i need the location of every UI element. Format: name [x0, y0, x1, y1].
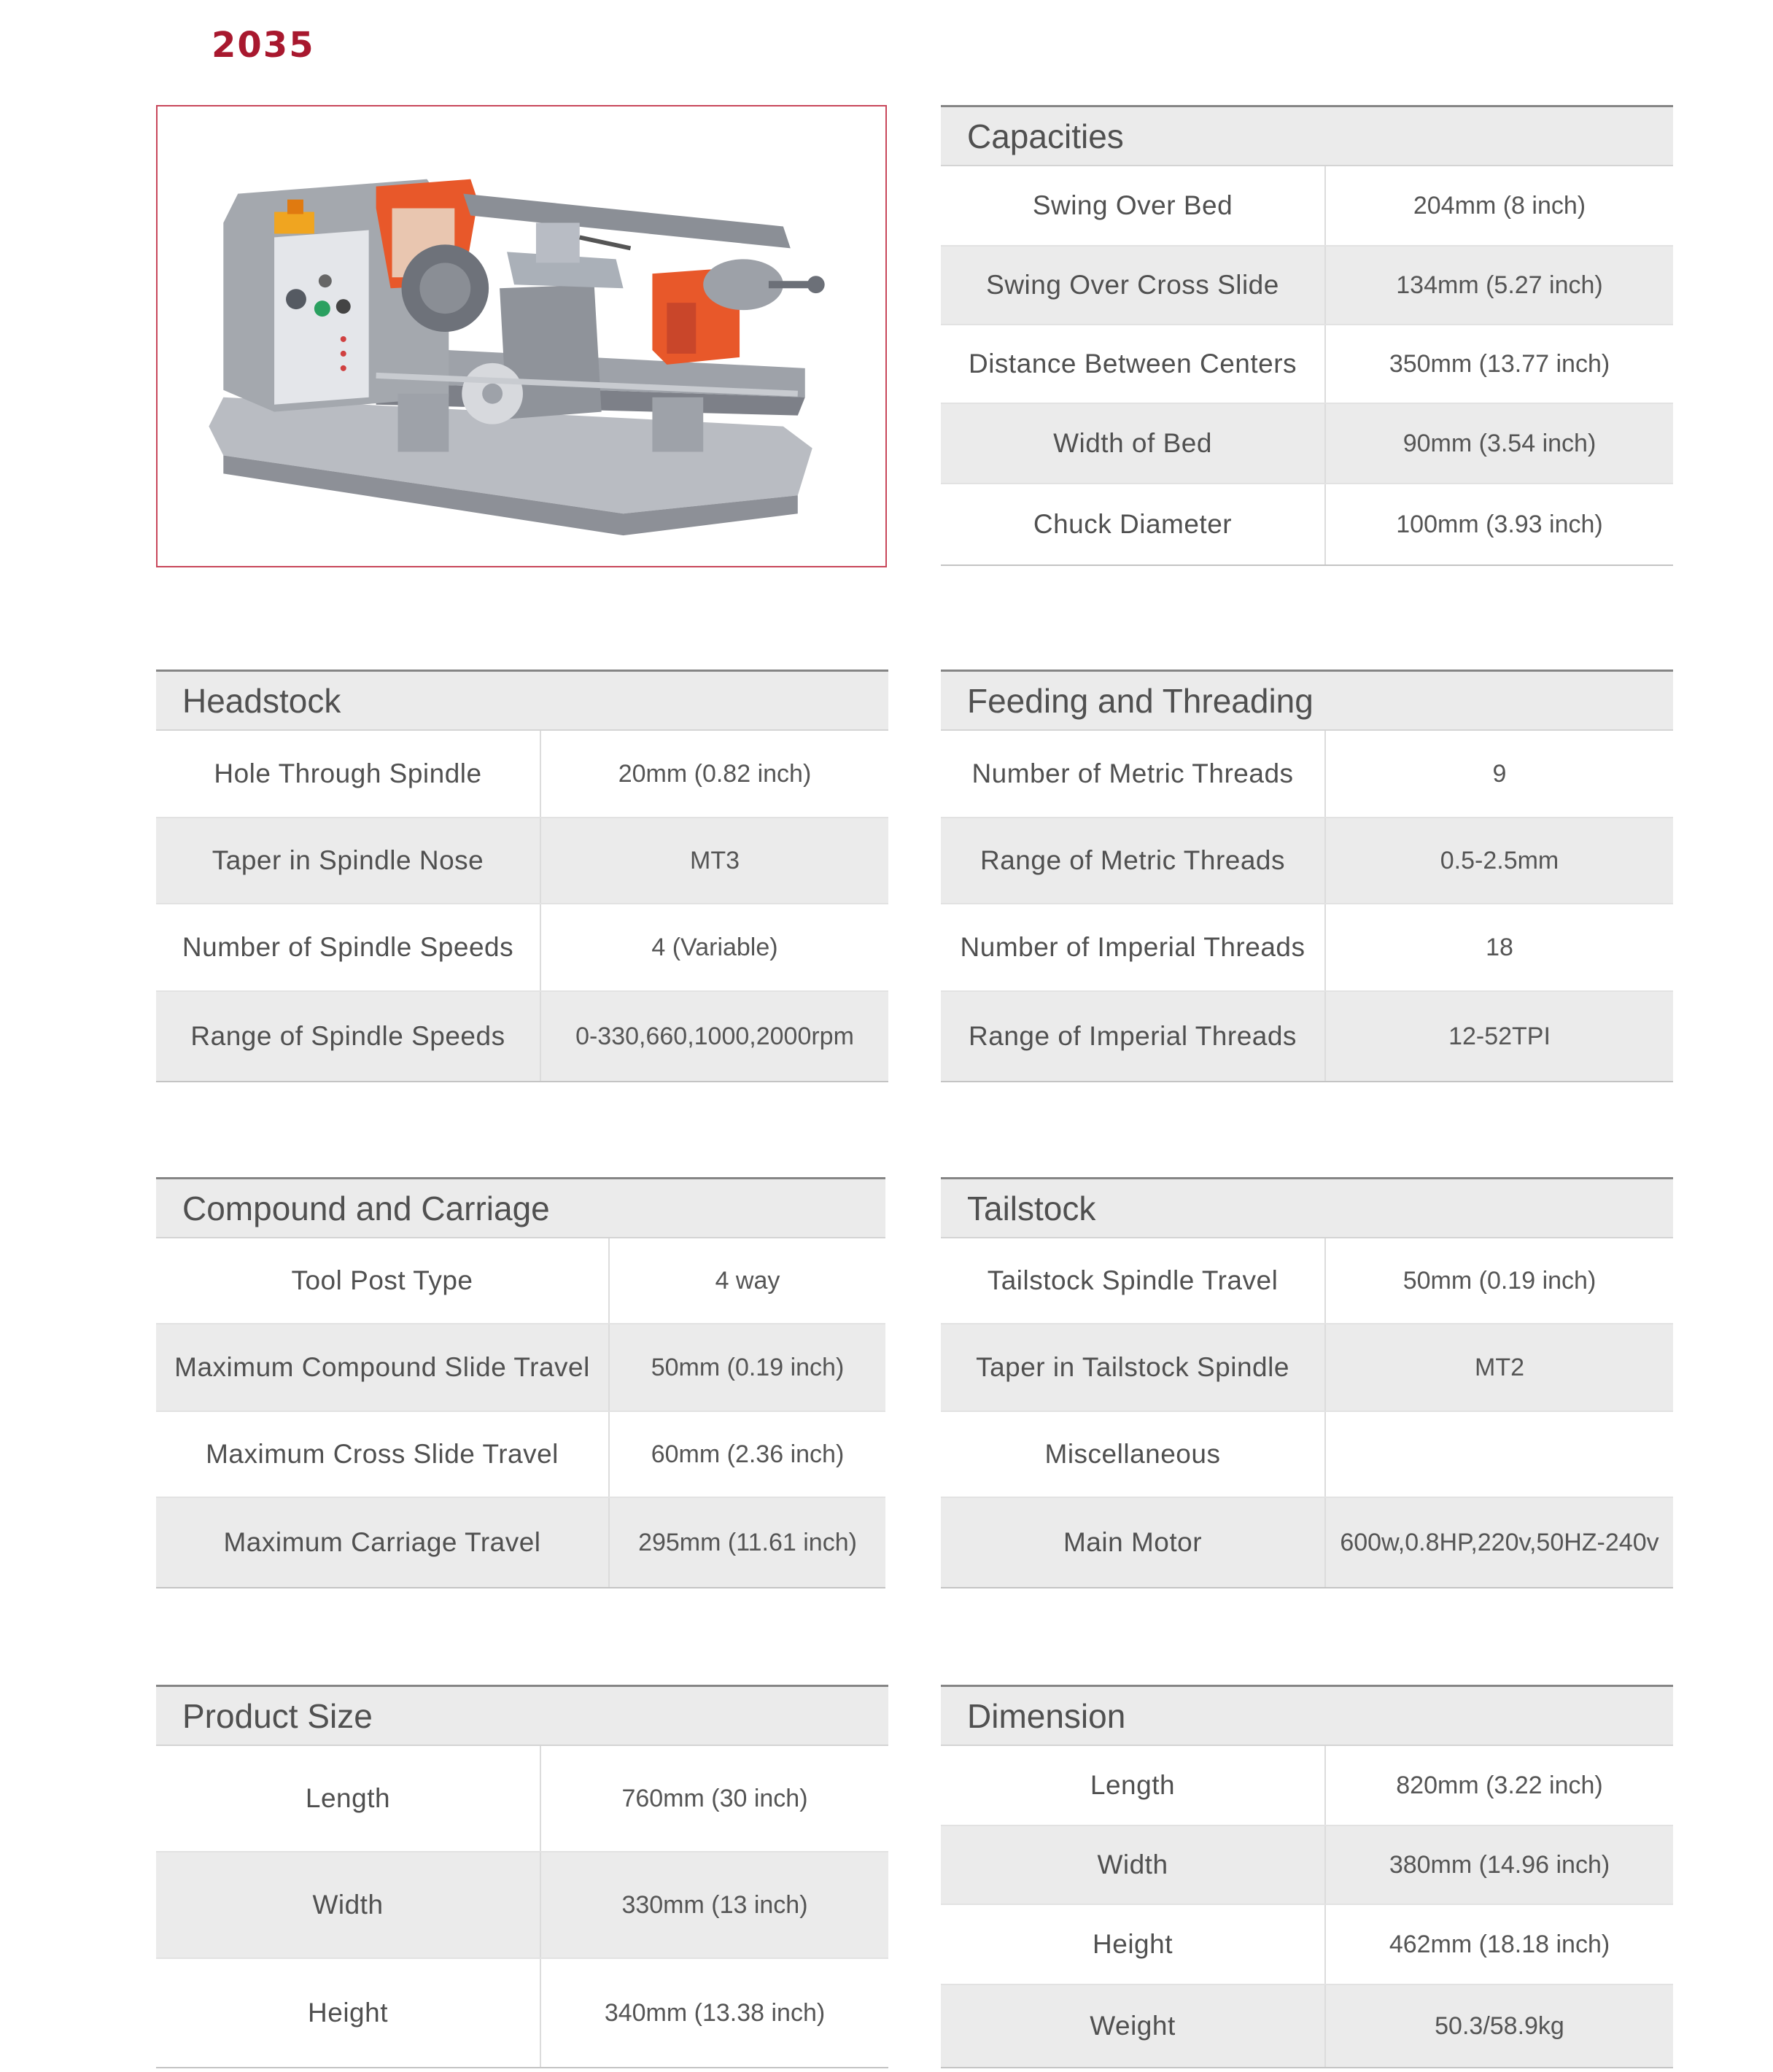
row-label: Number of Imperial Threads	[941, 904, 1326, 990]
row-label: Height	[156, 1959, 541, 2067]
table-row	[156, 992, 888, 1082]
row-label: Chuck Diameter	[941, 484, 1326, 564]
row-value: 600w,0.8HP,220v,50HZ-240v	[1340, 1528, 1659, 1556]
row-label: Range of Metric Threads	[941, 818, 1326, 903]
table-row	[941, 1498, 1673, 1588]
row-label: Tailstock Spindle Travel	[941, 1238, 1326, 1323]
capacities-title: Capacities	[941, 105, 1673, 166]
table-row	[941, 818, 1673, 904]
row-label: Maximum Cross Slide Travel	[156, 1412, 610, 1497]
table-row	[156, 818, 888, 904]
row-label: Length	[156, 1746, 541, 1851]
row-value: 90mm (3.54 inch)	[1403, 429, 1597, 457]
row-value: 462mm (18.18 inch)	[1389, 1930, 1610, 1958]
table-row	[941, 1985, 1673, 2068]
row-label: Swing Over Bed	[941, 166, 1326, 245]
table-row	[941, 992, 1673, 1082]
table-row	[156, 1852, 888, 1959]
row-value: 18	[1486, 933, 1513, 961]
row-value: 0.5-2.5mm	[1440, 846, 1559, 874]
table-row	[156, 1412, 885, 1498]
row-value: 100mm (3.93 inch)	[1396, 510, 1603, 538]
row-label: Range of Imperial Threads	[941, 992, 1326, 1081]
row-value: MT3	[690, 846, 740, 874]
row-value: 4 (Variable)	[651, 933, 778, 961]
row-label: Number of Spindle Speeds	[156, 904, 541, 990]
row-label: Number of Metric Threads	[941, 731, 1326, 817]
table-row	[156, 1959, 888, 2068]
row-label: Tool Post Type	[156, 1238, 610, 1323]
row-value: 330mm (13 inch)	[621, 1890, 808, 1919]
table-row	[941, 904, 1673, 992]
feeding-threading-table	[941, 670, 1673, 1082]
row-value: 0-330,660,1000,2000rpm	[575, 1022, 854, 1050]
row-value: MT2	[1475, 1353, 1524, 1381]
headstock-title: Headstock	[156, 670, 888, 731]
row-value: 12-52TPI	[1448, 1022, 1551, 1050]
product-size-title: Product Size	[156, 1685, 888, 1746]
row-label: Length	[941, 1746, 1326, 1825]
row-label: Width	[941, 1826, 1326, 1904]
row-value: 820mm (3.22 inch)	[1396, 1771, 1603, 1799]
row-label: Maximum Compound Slide Travel	[156, 1324, 610, 1411]
table-row	[941, 166, 1673, 247]
row-label: Miscellaneous	[941, 1412, 1326, 1497]
row-label: Width of Bed	[941, 404, 1326, 483]
table-row	[156, 1238, 885, 1324]
feeding-threading-title: Feeding and Threading	[941, 670, 1673, 731]
table-row	[941, 731, 1673, 818]
table-row	[156, 904, 888, 992]
row-value: 380mm (14.96 inch)	[1389, 1850, 1610, 1879]
table-row	[156, 1324, 885, 1412]
row-label: Range of Spindle Speeds	[156, 992, 541, 1081]
row-label: Distance Between Centers	[941, 325, 1326, 403]
table-row	[941, 325, 1673, 404]
row-value: 204mm (8 inch)	[1413, 191, 1586, 220]
row-label: Taper in Spindle Nose	[156, 818, 541, 903]
row-value: 50mm (0.19 inch)	[651, 1353, 845, 1381]
row-label: Main Motor	[941, 1498, 1326, 1587]
product-size-table	[156, 1685, 888, 2068]
row-value: 295mm (11.61 inch)	[638, 1528, 857, 1556]
table-row	[941, 484, 1673, 566]
row-value: 9	[1492, 759, 1507, 788]
tailstock-table	[941, 1177, 1673, 1588]
compound-carriage-table	[156, 1177, 885, 1588]
row-value: 50mm (0.19 inch)	[1403, 1266, 1597, 1295]
product-image	[156, 105, 887, 567]
model-number: 2035	[212, 25, 315, 66]
table-row	[156, 1746, 888, 1852]
tailstock-title: Tailstock	[941, 1177, 1673, 1238]
table-row	[941, 404, 1673, 484]
table-row	[941, 247, 1673, 325]
row-label: Width	[156, 1852, 541, 1957]
table-row	[941, 1238, 1673, 1324]
row-value: 760mm (30 inch)	[621, 1784, 808, 1812]
table-row	[941, 1826, 1673, 1905]
row-label: Taper in Tailstock Spindle	[941, 1324, 1326, 1411]
row-label: Maximum Carriage Travel	[156, 1498, 610, 1587]
row-value: 20mm (0.82 inch)	[618, 759, 812, 788]
dimension-table	[941, 1685, 1673, 2068]
compound-carriage-title: Compound and Carriage	[156, 1177, 885, 1238]
table-row	[941, 1412, 1673, 1498]
table-row	[941, 1746, 1673, 1826]
row-value: 134mm (5.27 inch)	[1396, 271, 1603, 299]
row-value: 340mm (13.38 inch)	[604, 1998, 826, 2027]
row-value: 60mm (2.36 inch)	[651, 1440, 845, 1468]
table-row	[941, 1324, 1673, 1412]
table-row	[941, 1905, 1673, 1985]
lathe-illustration	[158, 106, 885, 566]
headstock-table	[156, 670, 888, 1082]
row-value: 4 way	[715, 1266, 780, 1295]
row-label: Height	[941, 1905, 1326, 1984]
table-row	[156, 1498, 885, 1588]
row-label: Weight	[941, 1985, 1326, 2067]
row-value	[1326, 1412, 1673, 1497]
table-row	[156, 731, 888, 818]
row-label: Hole Through Spindle	[156, 731, 541, 817]
row-value: 50.3/58.9kg	[1435, 2011, 1564, 2040]
capacities-table	[941, 105, 1673, 566]
row-label: Swing Over Cross Slide	[941, 247, 1326, 324]
dimension-title: Dimension	[941, 1685, 1673, 1746]
row-value: 350mm (13.77 inch)	[1389, 349, 1610, 378]
